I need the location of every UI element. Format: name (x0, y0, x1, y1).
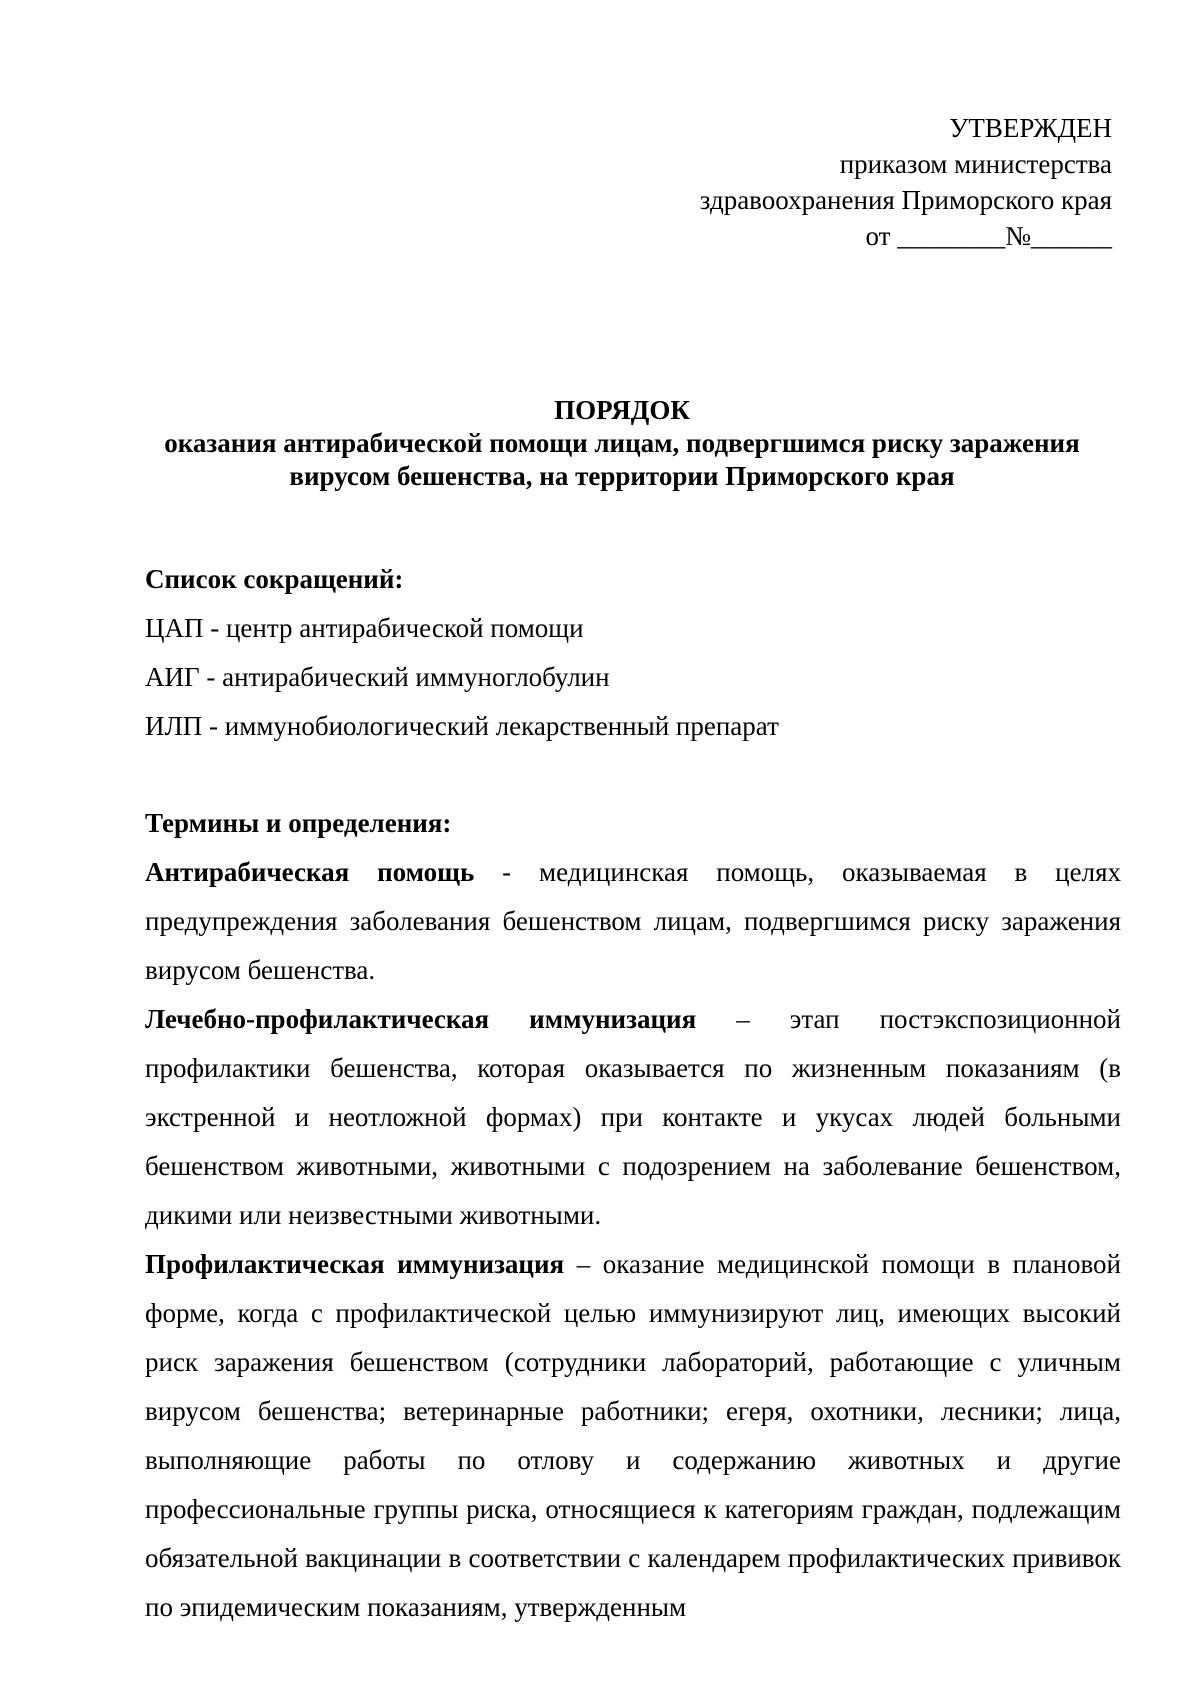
title-subtitle-line-2: вирусом бешенства, на территории Приморского края (289, 461, 955, 491)
term-definition-therapeutic-immunization (145, 995, 1121, 1240)
document-body (145, 555, 1121, 1632)
term-text: - медицинская помощь, оказываемая в целях предупреждения заболевания бешенством лицам, подвергшимся риску заражения вирусом бешенства. (145, 857, 1121, 985)
section-spacer (145, 751, 1121, 799)
term-name: Лечебно-профилактическая иммунизация (145, 1004, 697, 1034)
title-main: ПОРЯДОК (554, 395, 690, 425)
approval-line-order: приказом министерства (839, 149, 1112, 179)
abbreviation-item-cap: ЦАП - центр антирабической помощи (145, 613, 584, 643)
approval-line-ministry: здравоохранения Приморского края (699, 185, 1112, 215)
term-definition-preventive-immunization (145, 1240, 1121, 1632)
approval-line-approved: УТВЕРЖДЕН (949, 113, 1112, 143)
term-name: Антирабическая помощь (145, 857, 475, 887)
term-name: Профилактическая иммунизация (145, 1249, 565, 1279)
title-subtitle-line-1: оказания антирабической помощи лицам, подвергшимся риску заражения (164, 428, 1080, 458)
abbreviation-item-aig: АИГ - антирабический иммуноглобулин (145, 662, 610, 692)
abbreviation-item-ilp: ИЛП - иммунобиологический лекарственный препарат (145, 711, 779, 741)
document-title (130, 394, 1114, 493)
abbreviations-heading: Список сокращений: (145, 564, 404, 594)
approval-stamp (552, 110, 1112, 254)
term-text: – оказание медицинской помощи в плановой форме, когда с профилактической целью иммунизируют лиц, имеющих высокий риск заражения бешенством (сотрудники лабораторий, работающие с уличным вирусом бешенства; ветеринарные работники; егеря, охотники, лесники; лица, выполняющие работы по отлову и содержанию животных и другие профессиональные группы риска, относящиеся к категориям граждан, подлежащим обязательной вакцинации в соответствии с календарем профилактических прививок по эпидемическим показаниям, утвержденным (145, 1249, 1121, 1622)
term-definition-antirabic-help (145, 848, 1121, 995)
approval-line-date-number: от ________№______ (865, 221, 1112, 251)
terms-heading: Термины и определения: (145, 808, 452, 838)
term-text: – этап постэкспозиционной профилактики бешенства, которая оказывается по жизненным показаниям (в экстренной и неотложной формах) при контакте и укусах людей больными бешенством животными, животными с подозрением на заболевание бешенством, дикими или неизвестными животными. (145, 1004, 1121, 1230)
